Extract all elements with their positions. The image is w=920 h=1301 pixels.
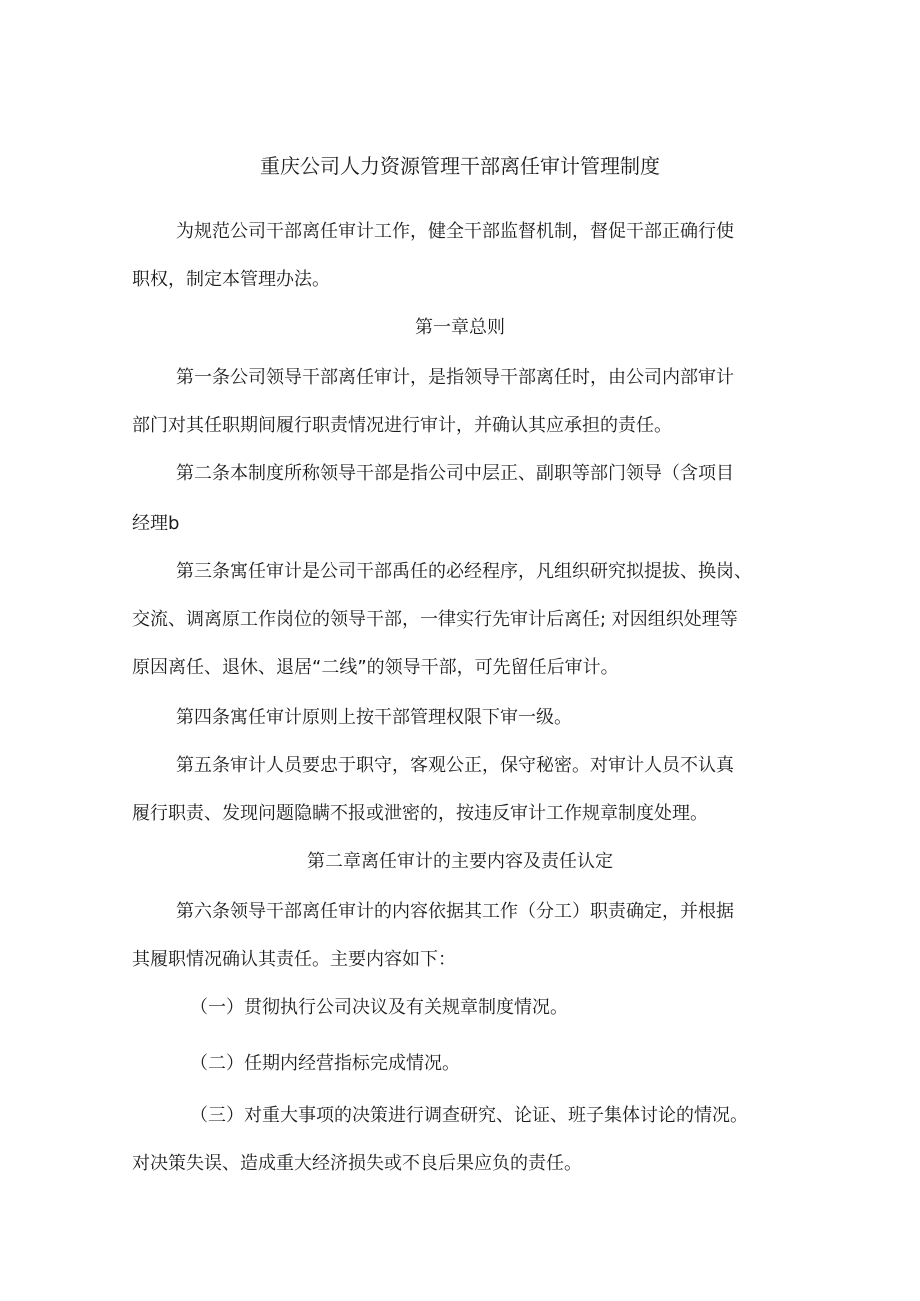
- paragraph-line: 履行职责、发现问题隐瞒不报或泄密的，按违反审计工作规章制度处理。: [132, 803, 708, 824]
- list-item: （三）对重大事项的决策进行调查研究、论证、班子集体讨论的情况。: [190, 1105, 748, 1126]
- chapter-heading: 第一章总则: [415, 317, 505, 338]
- list-item: （二）任期内经营指标完成情况。: [190, 1053, 460, 1074]
- paragraph-line: 其履职情况确认其责任。主要内容如下：: [132, 949, 456, 970]
- chapter-heading: 第二章离任审计的主要内容及责任认定: [307, 851, 613, 872]
- paragraph-line: 经理b: [132, 513, 180, 534]
- paragraph-line: 第一条公司领导干部离任审计，是指领导干部离任时，由公司内部审计: [176, 367, 734, 388]
- paragraph-line: 第六条领导干部离任审计的内容依据其工作（分工）职责确定，并根据: [176, 901, 734, 922]
- paragraph-line: 原因离任、退休、退居“二线”的领导干部，可先留任后审计。: [132, 657, 619, 678]
- list-item: （一）贯彻执行公司决议及有关规章制度情况。: [190, 997, 568, 1018]
- paragraph-line: 对决策失误、造成重大经济损失或不良后果应负的责任。: [132, 1153, 582, 1174]
- paragraph-line: 第四条寓任审计原则上按干部管理权限下审一级。: [176, 707, 572, 728]
- paragraph-line: 第二条本制度所称领导干部是指公司中层正、副职等部门领导（含项目: [176, 463, 734, 484]
- paragraph-line: 第五条审计人员要忠于职守，客观公正，保守秘密。对审计人员不认真: [176, 755, 734, 776]
- document-title: 重庆公司人力资源管理干部离任审计管理制度: [260, 154, 660, 178]
- paragraph-line: 交流、调离原工作岗位的领导干部，一律实行先审计后离任; 对因组织处理等: [132, 609, 738, 630]
- paragraph-line: 第三条寓任审计是公司干部禹任的必经程序，凡组织研究拟提拔、换岗、: [176, 561, 752, 582]
- paragraph-line: 职权，制定本管理办法。: [132, 269, 330, 290]
- paragraph-line: 为规范公司干部离任审计工作，健全干部监督机制，督促干部正确行使: [176, 221, 734, 242]
- paragraph-line: 部门对其任职期间履行职责情况进行审计，并确认其应承担的责任。: [132, 415, 672, 436]
